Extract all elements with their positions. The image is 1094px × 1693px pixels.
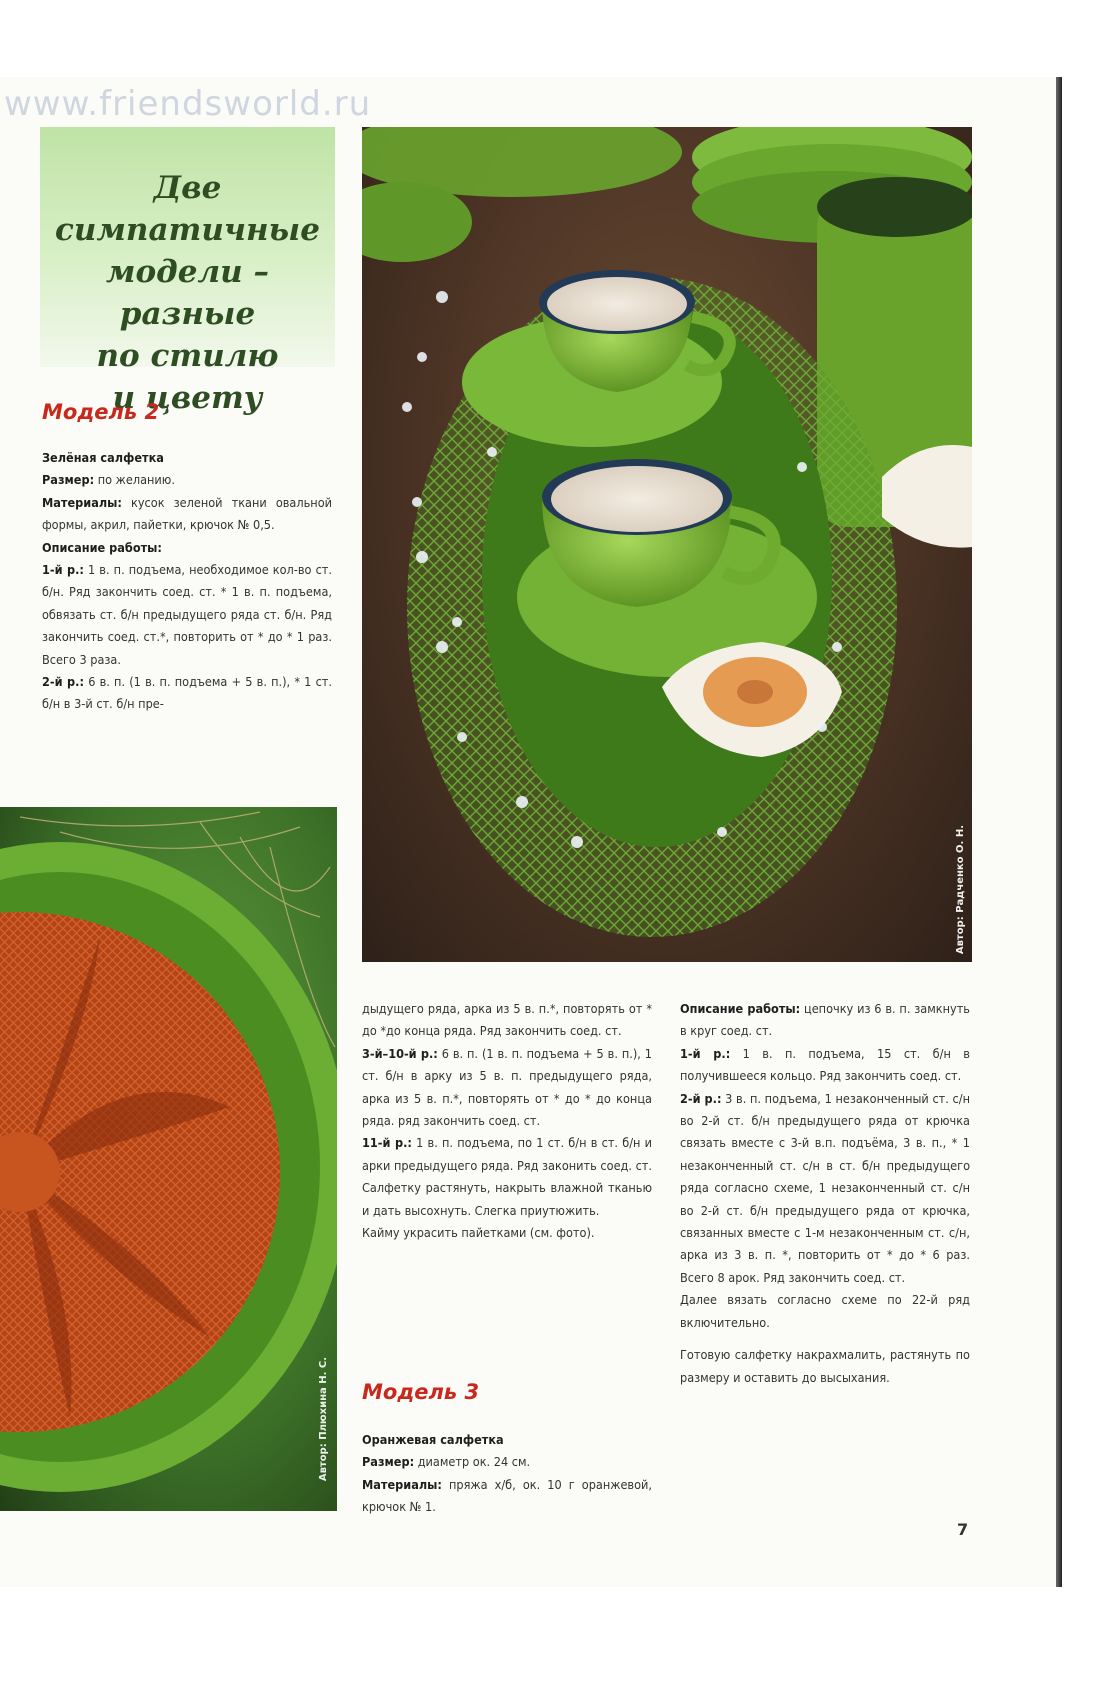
col2-border-text: Кайму украсить пайетками (см. фото).	[362, 1225, 595, 1241]
model3-materials-value: пряжа х/б, ок. 10 г оранжевой, крючок № 1.	[362, 1476, 652, 1515]
page-title	[40, 167, 335, 419]
col2-row3-label: 3-й–10-й р.:	[362, 1045, 438, 1061]
model2-heading: Модель 2	[42, 400, 160, 424]
col3-row1-text: 1 в. п. подъема, 15 ст. б/н в получившееся кольцо. Ряд закончить соед. ст.	[680, 1045, 970, 1084]
column-1-text	[42, 447, 332, 716]
model2-row1-label: 1-й р.:	[42, 562, 84, 578]
title-line-4: и цвету	[112, 380, 263, 416]
col3-finish-text: Готовую салфетку накрахмалить, растянуть по размеру и оставить до высыхания.	[680, 1347, 970, 1385]
green-doily-illustration	[362, 127, 972, 962]
page-edge-shadow	[1056, 77, 1062, 1587]
col3-further-text: Далее вязать согласно схеме по 22-й ряд включительно.	[680, 1292, 970, 1330]
col3-row2-text: 3 в. п. подъема, 1 незаконченный ст. с/н во 2-й ст. б/н предыдущего ряда от крючка связать вместе с 3-й в.п. подъёма, 3 в. п., * 1 незаконченный ст. с/н в ст. б/н предыдущего ряда согласно схеме, 1 незаконченный ст. с/н во 2-й ст. б/н предыдущего ряда от крючка, связанных вместе с 1-м незаконченным ст. с/н, арка из 3 в. п. *, повторить от * до * 6 раз. Всего 8 арок. Ряд закончить соед. ст.	[680, 1090, 971, 1285]
col2-row11-text: 1 в. п. подъема, по 1 ст. б/н в ст. б/н и арки предыдущего ряда. Ряд законить соед. ст.	[362, 1135, 652, 1173]
col2-row3-text: 6 в. п. (1 в. п. подъема + 5 в. п.), 1 ст. б/н в арку из 5 в. п. предыдущего ряда, арка из 5 в. п.*, повторять от * до * до конца ряда. ряд закончить соед. ст.	[362, 1045, 652, 1129]
model3-heading: Модель 3	[362, 1380, 480, 1404]
model3-size-value: диаметр ок. 24 см.	[414, 1454, 531, 1470]
model3-size-label: Размер:	[362, 1454, 415, 1470]
col2-row11-label: 11-й р.:	[362, 1135, 412, 1151]
model2-size-value: по желанию.	[94, 472, 175, 488]
photo-green-doily	[362, 127, 972, 962]
photo-orange-doily	[0, 807, 337, 1511]
title-line-1: Две симпатичные	[55, 170, 320, 248]
photo-credit-side: Автор: Плюхина Н. С.	[318, 1356, 329, 1481]
title-line-3: по стилю	[96, 338, 279, 374]
col2-continuation: дыдущего ряда, арка из 5 в. п.*, повторять от * до *до конца ряда. Ряд закончить соед. ст.	[362, 1001, 652, 1039]
model2-desc-label: Описание работы:	[42, 539, 162, 555]
model2-materials-label: Материалы:	[42, 494, 122, 510]
col3-row1-label: 1-й р.:	[680, 1045, 731, 1061]
model3-materials-label: Материалы:	[362, 1476, 442, 1492]
col2-stretch-text: Салфетку растянуть, накрыть влажной тканью и дать высохнуть. Слегка приутюжить.	[362, 1180, 652, 1218]
page-number: 7	[957, 1520, 969, 1539]
model2-size-label: Размер:	[42, 472, 95, 488]
watermark: www.friendsworld.ru	[4, 84, 372, 124]
model2-row2-label: 2-й р.:	[42, 674, 85, 690]
column-3-text	[680, 998, 970, 1389]
model3-specs	[362, 1429, 652, 1519]
col3-desc-label: Описание работы:	[680, 1001, 801, 1016]
model2-materials-value: кусок зеленой ткани овальной формы, акрил, пайетки, крючок № 0,5.	[42, 494, 332, 533]
col3-row2-label: 2-й р.:	[680, 1090, 722, 1106]
model2-name: Зелёная салфетка	[42, 450, 164, 465]
model2-row1-text: 1 в. п. подъема, необходимое кол-во ст. б/н. Ряд закончить соед. ст. * 1 в. п. подъема, обвязать ст. б/н предыдущего ряда ст. б/н. Ряд закончить соед. ст.*, повторить от * до * 1 раз. Всего 3 раза.	[42, 562, 332, 667]
orange-doily-illustration	[0, 807, 337, 1511]
photo-credit-main: Автор: Радченко О. Н.	[955, 824, 966, 954]
col3-desc-text: цепочку из 6 в. п. замкнуть в круг соед. ст.	[680, 1001, 970, 1039]
column-2-text	[362, 998, 652, 1244]
title-line-2: модели – разные	[106, 254, 269, 332]
model3-name: Оранжевая салфетка	[362, 1432, 504, 1447]
model2-row2-text: 6 в. п. (1 в. п. подъема + 5 в. п.), * 1 ст. б/н в 3-й ст. б/н пре-	[42, 674, 332, 712]
